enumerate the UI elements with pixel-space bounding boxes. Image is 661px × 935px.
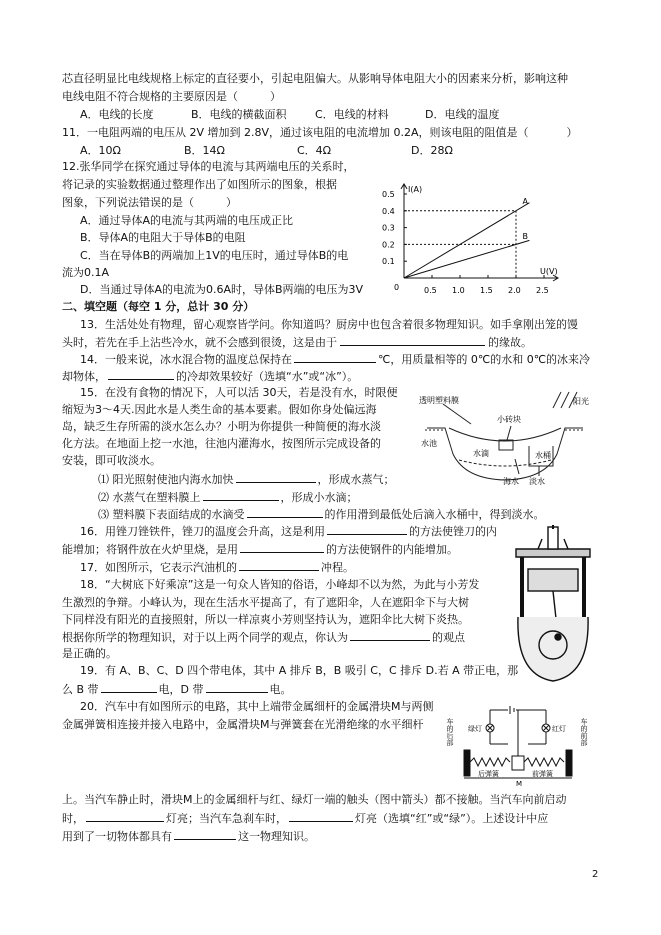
question-10-stem — [62, 89, 281, 104]
text: ） — [226, 196, 237, 209]
question-12-line — [62, 195, 237, 210]
x-tick-label: 1.0 — [452, 286, 465, 295]
text: 电线电阻不符合规格的主要原因是（ — [62, 90, 238, 103]
origin-label: 0 — [394, 283, 400, 292]
text: 的作用滑到最低处后滴入水桶中，得到淡水。 — [324, 508, 545, 521]
text: ） — [566, 126, 578, 139]
text: 时， — [62, 812, 84, 825]
text: 这一物理知识。 — [238, 830, 315, 843]
y-tick-label: 0.3 — [382, 223, 395, 233]
text: ） — [270, 90, 281, 103]
option-c: C．电线的材料 — [315, 108, 389, 121]
blank[interactable] — [239, 559, 319, 571]
option-b: B．14Ω — [184, 144, 225, 157]
page-number: 2 — [592, 869, 599, 880]
question-12-option-c-cont: 流为0.1A — [62, 266, 110, 279]
question-15-step-3 — [98, 506, 545, 522]
option-a: A．电线的长度 — [80, 108, 154, 121]
text: ⑵ 水蒸气在塑料膜上 — [98, 491, 201, 504]
text: 图象，下列说法错误的是（ — [62, 196, 194, 209]
label-drop: 水滴 — [473, 449, 489, 458]
text: ，形成小水滴； — [280, 491, 358, 504]
question-16-line — [62, 541, 458, 557]
question-14-line — [62, 368, 358, 384]
text: 么 B 带 — [62, 683, 99, 696]
question-18-line — [62, 629, 465, 645]
question-12-option-b: B．导体A的电阻大于导体B的电阻 — [80, 231, 246, 244]
question-12-option-d: D．当通过导体A的电流为0.6A时，导体B两端的电压为3V — [80, 283, 364, 296]
text: ⑴ 阳光照射使池内海水加快 — [98, 473, 234, 486]
x-tick-label: 2.0 — [508, 286, 521, 295]
label-rear-spring: 后弹簧 — [478, 770, 499, 778]
label-red: 红灯 — [552, 725, 566, 733]
text: 灯亮；当汽车急刹车时， — [166, 812, 287, 825]
car-circuit-figure — [446, 698, 596, 788]
engine-figure — [512, 525, 594, 687]
question-14-line — [80, 351, 590, 367]
question-11-options — [80, 143, 453, 158]
y-axis-label: I(A) — [408, 184, 423, 194]
text: 电，D 带 — [158, 683, 204, 696]
series-label-a: A — [522, 197, 528, 207]
blank[interactable] — [294, 351, 376, 363]
blank[interactable] — [340, 334, 485, 346]
question-11-stem — [62, 125, 578, 140]
question-15-line: 化方法。在地面上挖一水池，往池内灌海水，按图所示完成设备的 — [62, 437, 381, 450]
series-line-b — [404, 240, 529, 278]
question-19-line — [62, 681, 292, 697]
question-20-line: 上。当汽车静止时，滑块M上的金属细杆与红、绿灯一端的触头（图中箭头）都不接触。当汽车向前启动 — [62, 793, 567, 806]
y-tick-label: 0.2 — [382, 240, 395, 250]
label-front: 车的前部 — [580, 718, 588, 746]
label-film: 透明塑料膜 — [419, 396, 459, 405]
text: 电。 — [269, 683, 292, 696]
blank[interactable] — [206, 681, 268, 693]
blank[interactable] — [101, 681, 157, 693]
question-12-line: 将记录的实验数据通过整理作出了如图所示的图象，根据 — [62, 178, 337, 191]
iu-chart — [372, 170, 594, 298]
question-20-line: 20．汽车中有如图所示的电路，其中上端带金属细杆的金属滑块M与两侧 — [80, 700, 434, 713]
text: 的冷却效果较好（选填“水”或“冰”）。 — [176, 370, 359, 383]
text: 灯亮（选填“红”或“绿”）。上述设计中应 — [355, 812, 549, 825]
text: 用到了一切物体都具有 — [62, 830, 172, 843]
blank[interactable] — [203, 489, 279, 501]
label-sun: 阳光 — [573, 397, 589, 406]
text: 11．一电阻两端的电压从 2V 增加到 2.8V，通过该电阻的电流增加 0.2A，则该电阻的阻值是（ — [62, 126, 529, 139]
option-d: D．28Ω — [411, 144, 453, 157]
label-sea: 海水 — [503, 477, 519, 486]
question-12-option-c: C．当在导体B的两端加上1V的电压时，通过导体B的电 — [80, 249, 349, 262]
blank[interactable] — [240, 541, 324, 553]
text: 16．用锉刀锉铁件，锉刀的温度会升高，这是利用 — [80, 525, 325, 538]
question-20-line — [62, 828, 315, 844]
series-label-b: B — [522, 232, 528, 242]
question-12-line: 12.张华同学在探究通过导体的电流与其两端电压的关系时， — [62, 160, 355, 173]
label-rear: 车的后部 — [446, 718, 454, 746]
label-stone: 小砖块 — [497, 415, 521, 424]
text: 冲程。 — [321, 561, 354, 574]
question-15-line: 岛，缺乏生存所需的淡水怎么办？小明为你提供一种简便的海水淡 — [62, 420, 381, 433]
text: 的观点 — [432, 631, 465, 644]
question-18-line: 是正确的。 — [62, 647, 117, 660]
x-tick-label: 2.5 — [536, 286, 549, 295]
text: 17．如图所示，它表示汽油机的 — [80, 561, 237, 574]
label-bucket: 水桶 — [535, 451, 551, 460]
y-tick-label: 0.1 — [382, 257, 395, 267]
label-pool: 水池 — [421, 439, 437, 448]
paragraph-line: 芯直径明显比电线规格上标定的直径要小，引起电阻偏大。从影响导体电阻大小的因素来分析，影响这种 — [62, 72, 568, 85]
question-10-options — [80, 107, 499, 122]
x-axis-label: U(V) — [540, 267, 558, 276]
text: 根据你所学的物理知识，对于以上两个同学的观点，你认为 — [62, 631, 348, 644]
text: 头时，若先在手上沾些冷水，就不会感到很烫，这是由于 — [62, 336, 337, 349]
option-a: A．10Ω — [80, 144, 121, 157]
blank[interactable] — [327, 523, 407, 535]
question-15-step-2 — [98, 489, 358, 505]
text: 的方法使锉刀的内 — [409, 525, 497, 538]
blank[interactable] — [174, 828, 236, 840]
question-20-line — [62, 810, 548, 826]
blank[interactable] — [289, 810, 353, 822]
x-tick-label: 1.5 — [480, 286, 493, 295]
question-15-line: 安装，即可收淡水。 — [62, 454, 161, 467]
question-16-line — [80, 523, 497, 539]
question-19-line: 19．有 A、B、C、D 四个带电体，其中 A 排斥 B，B 吸引 C，C 排斥 D.若 A 带正电，那 — [80, 664, 519, 677]
blank[interactable] — [236, 471, 316, 483]
question-17-line — [80, 559, 354, 575]
question-15-line: 15．在没有食物的情况下，人可以活 30天，若是没有水，时限便 — [80, 386, 398, 399]
y-tick-label: 0.5 — [382, 190, 395, 199]
text: 14．一般来说，冰水混合物的温度总保持在 — [80, 353, 292, 366]
text: ⑶ 塑料膜下表面结成的水滴受 — [98, 508, 245, 521]
option-c: C．4Ω — [297, 144, 332, 157]
label-fresh: 淡水 — [529, 477, 545, 486]
question-18-line: 下同样没有阳光的直接照射，所以一样凉爽小芳则坚持认为，遮阳伞比大树下炎热。 — [62, 613, 469, 626]
question-20-line: 金属弹簧相连接并接入电路中，金属滑块M与弹簧套在光滑绝缘的水平细杆 — [62, 718, 424, 731]
blank[interactable] — [247, 506, 323, 518]
question-15-line: 缩短为3～4天.因此水是人类生命的基本要素。假如你身处偏远海 — [62, 403, 377, 416]
text: ℃，用质量相等的 0℃的水和 0℃的冰来冷 — [378, 353, 591, 366]
question-18-line: 18．“大树底下好乘凉”这是一句众人皆知的俗语，小峰却不以为然，为此与小芳发 — [80, 578, 480, 591]
blank[interactable] — [86, 810, 164, 822]
question-13-line — [62, 334, 532, 350]
question-12-option-a: A．通过导体A的电流与其两端的电压成正比 — [80, 214, 294, 227]
question-15-step-1 — [98, 471, 395, 487]
question-18-line: 生激烈的争辩。小峰认为，现在生活水平提高了，有了遮阳伞，人在遮阳伞下与大树 — [62, 596, 469, 609]
label-green: 绿灯 — [468, 725, 482, 733]
series-line-a — [404, 203, 529, 278]
text: ，形成水蒸气； — [317, 473, 395, 486]
solar-still-figure — [415, 384, 595, 492]
label-front-spring: 前弹簧 — [532, 770, 553, 778]
text: 的方法使钢件的内能增加。 — [326, 543, 458, 556]
blank[interactable] — [108, 368, 174, 380]
text: 的缘故。 — [488, 336, 532, 349]
blank[interactable] — [350, 629, 430, 641]
x-tick-label: 0.5 — [424, 286, 437, 295]
section-2-heading: 二、填空题（每空 1 分，总计 30 分） — [62, 300, 255, 313]
y-tick-label: 0.4 — [382, 206, 395, 216]
label-m: M — [516, 780, 523, 788]
question-13-line: 13．生活处处有物理，留心观察皆学问。你知道吗？厨房中也包含着很多物理知识。如手拿刚出笼的馒 — [80, 318, 578, 331]
text: 却物体， — [62, 370, 106, 383]
option-b: B．电线的横截面积 — [191, 108, 287, 121]
option-d: D．电线的温度 — [425, 108, 500, 121]
text: 能增加；将钢件放在火炉里烧，是用 — [62, 543, 238, 556]
